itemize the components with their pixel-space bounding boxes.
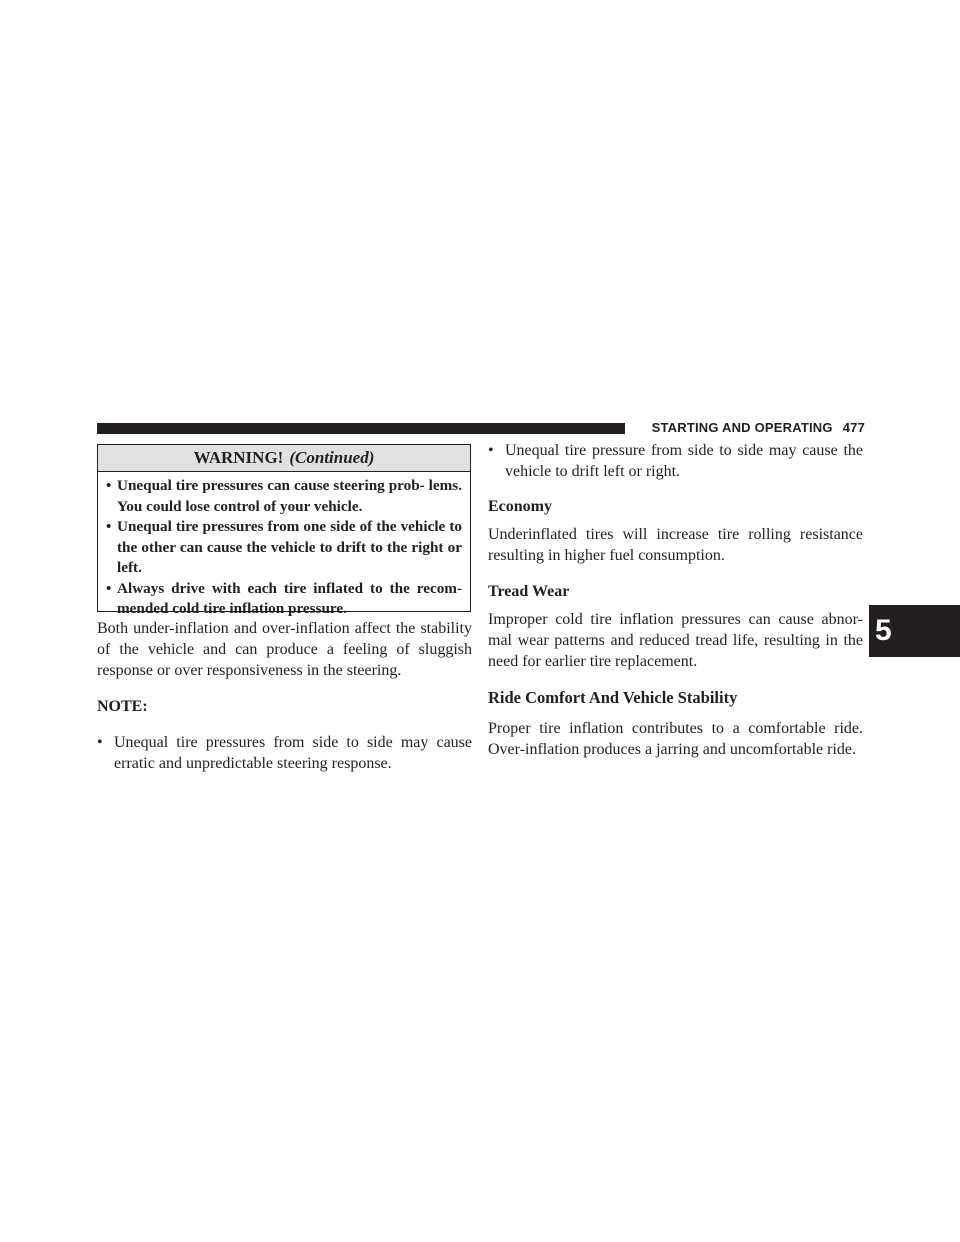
- note-list-continued: [488, 440, 863, 482]
- page-number: 477: [842, 420, 865, 435]
- note-list: [97, 732, 472, 774]
- warning-header: [98, 445, 470, 472]
- stability-paragraph: Both under-inflation and over-inflation affect the stability of the vehicle and can produce a feeling of sluggish response or over responsiveness in the steering.: [97, 620, 472, 679]
- warning-item: • Unequal tire pressures from one side of the vehicle to the other can cause the vehicle to drift to the right or left.: [106, 517, 462, 579]
- warning-item: • Always drive with each tire inflated to the recom- mended cold tire inflation pressure.: [106, 579, 462, 620]
- section-text-economy: Underinflated tires will increase tire rolling resistance resulting in higher fuel consumption.: [488, 526, 863, 564]
- warning-title: WARNING!: [193, 448, 284, 467]
- running-header: [635, 419, 865, 437]
- left-column: [97, 618, 472, 788]
- section-heading-tread-wear: Tread Wear: [488, 583, 570, 600]
- right-column: [488, 440, 863, 775]
- note-label: NOTE:: [97, 698, 148, 715]
- note-item: • Unequal tire pressure from side to side may cause the vehicle to drift left or right.: [488, 440, 863, 482]
- chapter-tab: 5: [869, 605, 960, 657]
- section-heading-ride-comfort: Ride Comfort And Vehicle Stability: [488, 688, 738, 707]
- warning-continued: (Continued): [289, 448, 375, 467]
- section-title: STARTING AND OPERATING: [651, 420, 833, 435]
- header-rule: [97, 423, 625, 434]
- warning-list: [98, 472, 470, 620]
- note-item: • Unequal tire pressures from side to side may cause erratic and unpredictable steering response.: [97, 732, 472, 774]
- section-heading-economy: Economy: [488, 498, 552, 515]
- warning-item: • Unequal tire pressures can cause steering prob- lems. You could lose control of your vehicle.: [106, 476, 462, 517]
- section-text-ride-comfort: Proper tire inflation contributes to a comfortable ride. Over-inflation produces a jarring and uncomfortable ride.: [488, 720, 863, 758]
- warning-box: [97, 444, 471, 617]
- section-text-tread-wear: Improper cold tire inflation pressures can cause abnor- mal wear patterns and reduced tread life, resulting in the need for earlier tire replacement.: [488, 611, 863, 670]
